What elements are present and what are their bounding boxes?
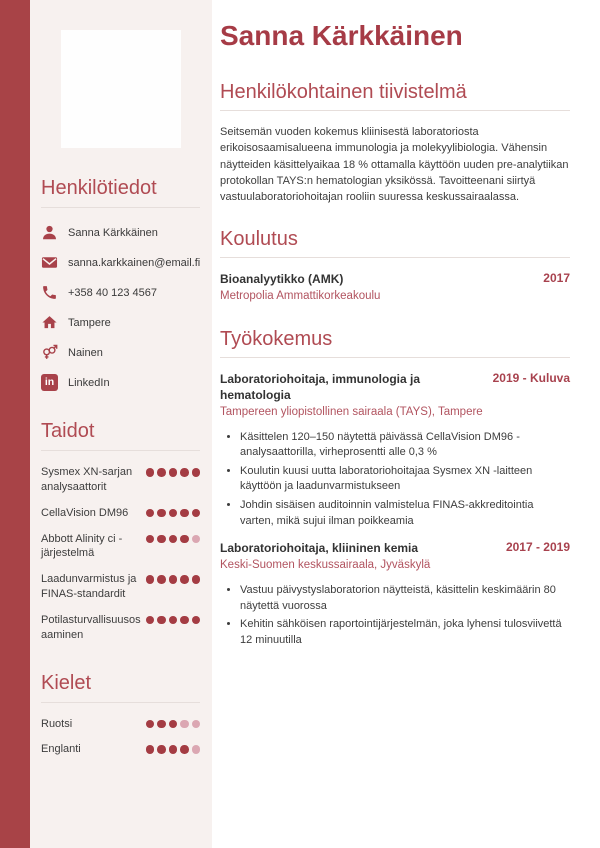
- skill-row: [41, 572, 200, 602]
- employer-name: Keski-Suomen keskussairaala, Jyväskylä: [220, 559, 431, 572]
- skill-rating: [146, 509, 201, 518]
- person-icon: [41, 224, 58, 241]
- contact-text: sanna.karkkainen@email.fi: [68, 256, 201, 269]
- skill-label: Sysmex XN-sarjan analysaattorit: [41, 466, 133, 493]
- contact-item[interactable]: [41, 374, 200, 391]
- skill-row: [41, 613, 200, 643]
- skill-label: CellaVision DM96: [41, 506, 129, 519]
- languages-list: [41, 717, 200, 758]
- home-icon: [41, 314, 58, 331]
- contact-item: [41, 314, 200, 331]
- bullet-item: • Koulutin kuusi uutta laboratoriohoitajaa Sysmex XN -laitteen käyttöön ja laadunvarmistukseen: [240, 464, 570, 495]
- languages-section-heading: Kielet: [41, 672, 200, 703]
- skill-rating: [146, 575, 201, 584]
- job-title: Laboratoriohoitaja, immunologia ja hematologia: [220, 371, 421, 402]
- contact-list: [41, 224, 200, 391]
- skill-rating: [146, 535, 201, 544]
- contact-text: LinkedIn: [68, 376, 110, 389]
- main-content: [212, 0, 600, 848]
- bullet-item: • Kehitin sähköisen raportointijärjestelmän, joka lyhensi tulosviivettä 12 minuutilla: [240, 617, 570, 648]
- skill-rating: [146, 468, 201, 477]
- language-label: Englanti: [41, 743, 81, 756]
- bullet-item: • Vastuu päivystyslaboratorion näytteistä, käsittelin keskimäärin 80 näytettä vuorossa: [240, 583, 570, 614]
- entry-dates: 2019 - Kuluva: [492, 370, 570, 385]
- contact-section-heading: Henkilötiedot: [41, 177, 200, 208]
- job-title: Laboratoriohoitaja, kliininen kemia: [220, 541, 419, 556]
- contact-text: Sanna Kärkkäinen: [68, 226, 158, 239]
- entry-head: [220, 540, 570, 556]
- skill-row: [41, 465, 200, 495]
- language-row: [41, 717, 200, 732]
- degree-title: Bioanalyytikko (AMK): [220, 271, 344, 286]
- experience-entry: [220, 540, 570, 648]
- education-list: [220, 271, 570, 305]
- contact-item: [41, 284, 200, 301]
- skill-label: Potilasturvallisuusosaaminen: [41, 613, 141, 641]
- contact-item: [41, 344, 200, 361]
- sidebar: [30, 0, 212, 848]
- bullet-list: [220, 583, 570, 648]
- education-entry: [220, 271, 570, 305]
- bullet-list: [220, 430, 570, 530]
- skills-section-heading: Taidot: [41, 420, 200, 451]
- skill-label: Laadunvarmistus ja FINAS-standardit: [41, 573, 137, 601]
- contact-text: Tampere: [68, 316, 111, 329]
- bullet-item: • Johdin sisäisen auditoinnin valmistelua FINAS-akkreditointia varten, mikä sujui ilman poikkeamia: [240, 498, 570, 529]
- school-name: Metropolia Ammattikorkeakoulu: [220, 290, 381, 303]
- language-row: [41, 742, 200, 757]
- language-rating: [146, 745, 201, 754]
- linkedin-icon: in: [41, 374, 58, 391]
- contact-text: +358 40 123 4567: [68, 286, 158, 299]
- employer-name: Tampereen yliopistollinen sairaala (TAYS), Tampere: [220, 406, 483, 419]
- gender-icon: [41, 344, 58, 361]
- phone-icon: [41, 284, 58, 301]
- accent-stripe: [0, 0, 30, 848]
- entry-head: [220, 271, 570, 287]
- contact-text: Nainen: [68, 346, 103, 359]
- experience-list: [220, 371, 570, 649]
- skill-label: Abbott Alinity ci -järjestelmä: [41, 532, 123, 560]
- language-rating: [146, 720, 201, 729]
- contact-item: [41, 224, 200, 241]
- page-title: Sanna Kärkkäinen: [220, 20, 463, 51]
- experience-entry: [220, 371, 570, 530]
- experience-section-heading: Työkokemus: [220, 327, 570, 358]
- bullet-item: • Käsittelen 120–150 näytettä päivässä CellaVision DM96 -analysaattorilla, virheprosentti alle 0,3 %: [240, 430, 570, 461]
- envelope-icon: [41, 254, 58, 271]
- skills-list: [41, 465, 200, 643]
- skill-rating: [146, 616, 201, 625]
- summary-text: Seitsemän vuoden kokemus kliinisestä laboratoriosta erikoisosaamisalueena immunologia ja molekyylibiologia. Vähensin näytteiden käsittelyaikaa 18 % ottamalla käyttöön uuden pre-analytiikan protokollan TAYS:n hematologian yksikössä. Tavoitteenani siirtyä vastuulaboratoriohoitajan rooliin suuressa keskussairaalassa.: [220, 126, 569, 203]
- summary-section-heading: Henkilökohtainen tiivistelmä: [220, 80, 570, 111]
- language-label: Ruotsi: [41, 717, 73, 730]
- skill-row: [41, 532, 200, 562]
- entry-dates: 2017: [543, 270, 570, 285]
- education-section-heading: Koulutus: [220, 227, 570, 258]
- entry-head: [220, 371, 570, 403]
- photo-placeholder: [61, 30, 181, 148]
- contact-item: [41, 254, 200, 271]
- entry-dates: 2017 - 2019: [505, 540, 570, 555]
- skill-row: [41, 506, 200, 521]
